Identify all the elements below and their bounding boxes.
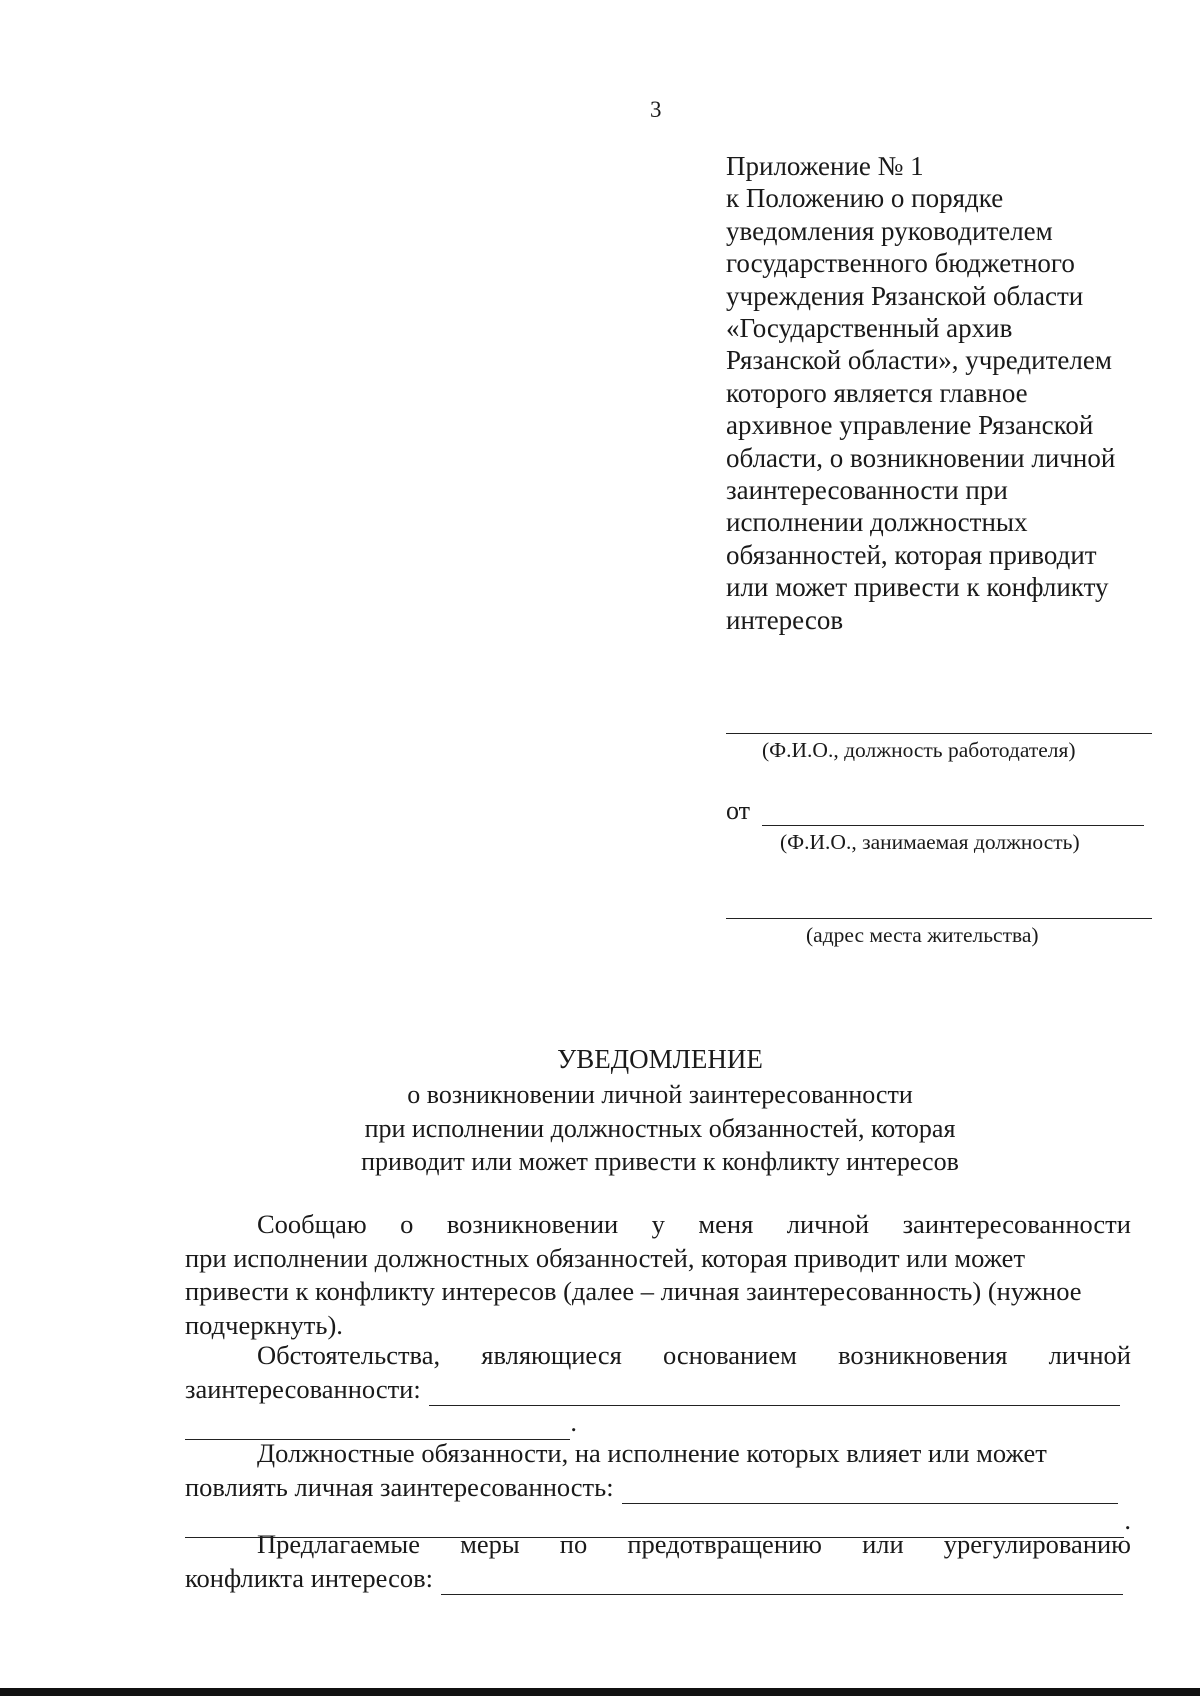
- circumstances-field[interactable]: [429, 1379, 1120, 1406]
- appendix-line: государственного бюджетного: [726, 248, 1075, 279]
- appendix-line: области, о возникновении личной: [726, 442, 1116, 473]
- appendix-line: Рязанской области», учредителем: [726, 345, 1112, 376]
- line-end-period: .: [570, 1407, 577, 1437]
- employer-caption: (Ф.И.О., должность работодателя): [762, 738, 1076, 762]
- duties-label: повлиять личная заинтересованность:: [185, 1471, 614, 1502]
- appendix-line: заинтересованности при: [726, 475, 1008, 506]
- employer-name-field[interactable]: [726, 733, 1152, 734]
- address-field[interactable]: [726, 918, 1152, 919]
- word: основанием: [662, 1340, 797, 1370]
- appendix-line: уведомления руководителем: [726, 215, 1053, 246]
- word: личной: [786, 1209, 870, 1239]
- paragraph-line: Должностные обязанности, на исполнение которых влияет или может: [257, 1438, 1047, 1468]
- page-number: 3: [650, 97, 662, 122]
- word: меры: [460, 1529, 520, 1559]
- paragraph-line: при исполнении должностных обязанностей, которая приводит или может: [185, 1242, 1026, 1273]
- paragraph-line: [185, 1208, 1131, 1242]
- notice-subtitle-line: приводит или может привести к конфликту интересов: [361, 1147, 959, 1176]
- word: Обстоятельства,: [257, 1340, 441, 1370]
- word: личной: [1048, 1340, 1131, 1370]
- notice-subtitle-line: при исполнении должностных обязанностей, которая: [364, 1113, 956, 1143]
- paragraph-circumstances: [185, 1339, 1131, 1440]
- word: у: [651, 1209, 665, 1239]
- appendix-line: обязанностей, которая приводит: [726, 539, 1097, 570]
- appendix-line: интересов: [726, 604, 844, 635]
- notice-subtitle: [0, 1078, 1200, 1179]
- circumstances-field-continued[interactable]: [185, 1413, 570, 1440]
- word: Сообщаю: [257, 1209, 367, 1239]
- paragraph-line: [185, 1528, 1131, 1562]
- measures-label: конфликта интересов:: [185, 1562, 433, 1593]
- notice-title: УВЕДОМЛЕНИЕ: [557, 1044, 763, 1074]
- measures-field[interactable]: [441, 1568, 1123, 1595]
- paragraph-line: привести к конфликту интересов (далее – личная заинтересованность) (нужное: [185, 1276, 1082, 1306]
- paragraph-interest-notice: [185, 1208, 1131, 1342]
- appendix-line: к Положению о порядке: [726, 183, 1004, 214]
- address-caption: (адрес места жительства): [806, 923, 1039, 947]
- word: меня: [698, 1209, 754, 1239]
- appendix-line: архивное управление Рязанской: [726, 410, 1094, 441]
- circumstances-label: заинтересованности:: [185, 1373, 421, 1404]
- appendix-line: или может привести к конфликту: [726, 572, 1109, 603]
- scan-bottom-edge: [0, 1688, 1200, 1696]
- word: возникновении: [446, 1209, 619, 1239]
- word: о: [400, 1209, 414, 1239]
- paragraph-line: [185, 1339, 1131, 1373]
- word: по: [559, 1529, 588, 1559]
- word: предотвращению: [627, 1529, 822, 1559]
- from-label: от: [726, 796, 751, 825]
- employee-name-field[interactable]: [762, 825, 1144, 826]
- paragraph-line: подчеркнуть).: [185, 1309, 343, 1340]
- word: являющиеся: [481, 1340, 622, 1370]
- employee-caption: (Ф.И.О., занимаемая должность): [780, 830, 1080, 854]
- appendix-line: исполнении должностных: [726, 507, 1028, 538]
- paragraph-measures: [185, 1528, 1131, 1595]
- word: заинтересованности: [902, 1209, 1131, 1239]
- duties-field[interactable]: [622, 1477, 1118, 1504]
- appendix-block: [726, 150, 1156, 636]
- line-end-period: .: [1124, 1505, 1131, 1535]
- word: или: [862, 1529, 904, 1559]
- paragraph-duties: [185, 1437, 1131, 1538]
- word: урегулированию: [943, 1529, 1131, 1559]
- appendix-line: которого является главное: [726, 377, 1028, 408]
- word: возникновения: [838, 1340, 1008, 1370]
- appendix-line: Приложение № 1: [726, 151, 924, 181]
- word: Предлагаемые: [257, 1529, 420, 1559]
- appendix-line: учреждения Рязанской области: [726, 280, 1084, 311]
- notice-subtitle-line: о возникновении личной заинтересованности: [407, 1080, 913, 1109]
- appendix-line: «Государственный архив: [726, 313, 1013, 344]
